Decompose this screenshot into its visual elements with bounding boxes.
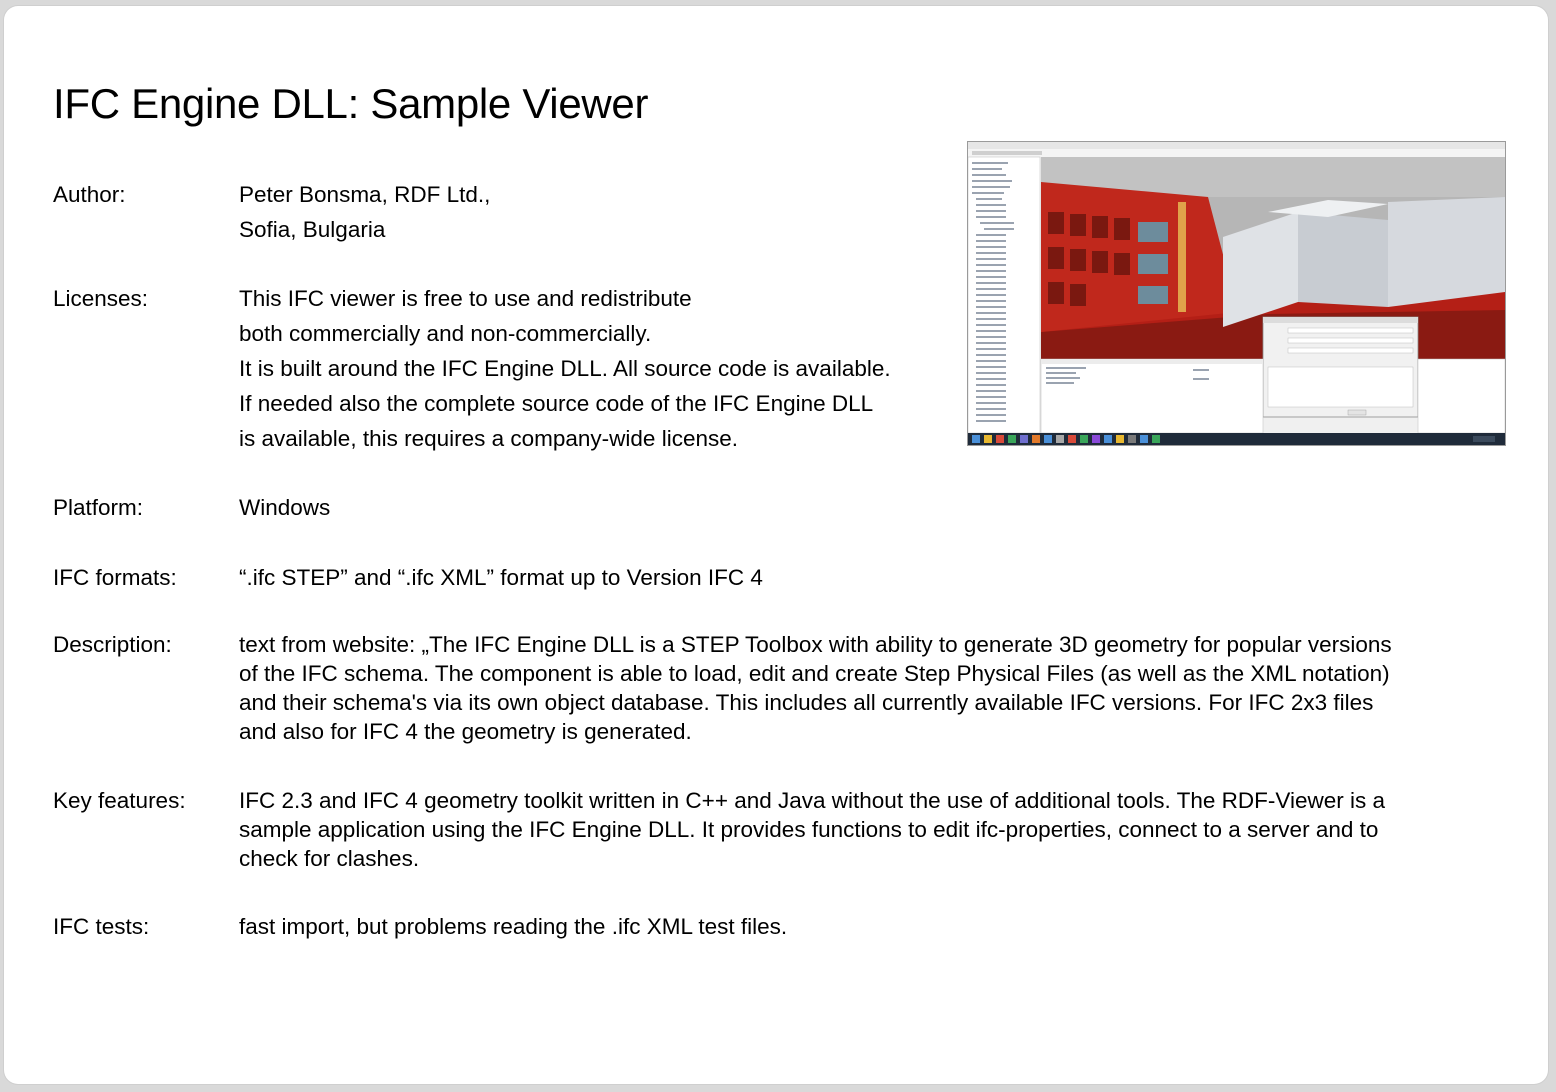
licenses-line: It is built around the IFC Engine DLL. All source code is available.: [239, 356, 891, 381]
formats-label: IFC formats:: [53, 565, 177, 590]
key-features-label: Key features:: [53, 788, 186, 813]
licenses-line: is available, this requires a company-wide license.: [239, 426, 738, 451]
document-page: [4, 6, 1548, 1084]
description-label: Description:: [53, 632, 172, 657]
platform-value: Windows: [239, 495, 331, 520]
key-features-line: sample application using the IFC Engine DLL. It provides functions to edit ifc-properties, connect to a server and to: [239, 817, 1379, 842]
description-line: text from website: „The IFC Engine DLL is a STEP Toolbox with ability to generate 3D geometry for popular versions: [239, 632, 1392, 657]
licenses-value: [239, 281, 891, 456]
licenses-line: This IFC viewer is free to use and redistribute: [239, 286, 692, 311]
platform-label: Platform:: [53, 495, 144, 520]
author-label: Author:: [53, 182, 126, 207]
tests-value: fast import, but problems reading the .ifc XML test files.: [239, 914, 788, 939]
description-line: and their schema's via its own object database. This includes all currently available IFC versions. For IFC 2x3 files: [239, 690, 1374, 715]
tests-label: IFC tests:: [53, 914, 150, 939]
description-value: [239, 630, 1489, 746]
author-line: Peter Bonsma, RDF Ltd.,: [239, 182, 491, 207]
licenses-line: If needed also the complete source code of the IFC Engine DLL: [239, 391, 874, 416]
page-title: IFC Engine DLL: Sample Viewer: [53, 80, 649, 127]
author-value: [239, 177, 490, 247]
description-line: of the IFC schema. The component is able to load, edit and create Step Physical Files (as well as the XML notation): [239, 661, 1390, 686]
key-features-line: IFC 2.3 and IFC 4 geometry toolkit written in C++ and Java without the use of additional tools. The RDF-Viewer is a: [239, 788, 1385, 813]
viewer-screenshot-image: [967, 141, 1506, 446]
description-line: and also for IFC 4 the geometry is generated.: [239, 719, 692, 744]
licenses-line: both commercially and non-commercially.: [239, 321, 652, 346]
key-features-line: check for clashes.: [239, 846, 420, 871]
licenses-label: Licenses:: [53, 286, 149, 311]
application-screenshot-icon: [968, 142, 1505, 445]
formats-value: “.ifc STEP” and “.ifc XML” format up to Version IFC 4: [239, 565, 763, 590]
author-line: Sofia, Bulgaria: [239, 217, 386, 242]
key-features-value: [239, 786, 1489, 873]
